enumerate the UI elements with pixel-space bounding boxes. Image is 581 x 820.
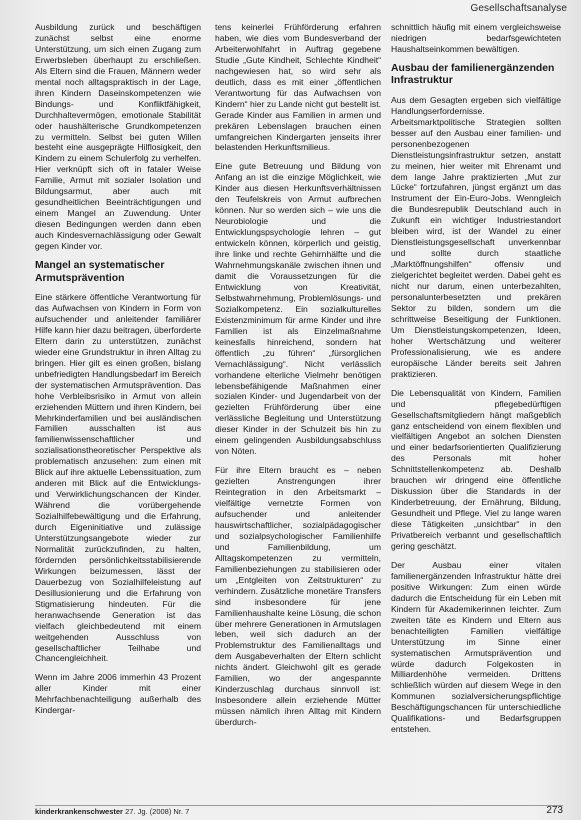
subheading: Mangel an systematischer Armutsprävention (35, 260, 165, 284)
text-column-2 (215, 22, 381, 804)
journal-issue: 27. Jg. (2008) Nr. 7 (125, 807, 190, 816)
paragraph: Wenn im Jahre 2006 immerhin 43 Prozent aller Kinder mit einer Mehrfachbenachteiligung außerhalb des Kindergar- (35, 672, 201, 716)
paragraph: Eine gute Betreuung und Bildung von Anfang an ist die einzige Möglichkeit, wie Kinder aus diesen Herkunftsverhältnissen den Teufelskreis von Armut aufbrechen können. Nur so werden sich – wie uns die Neurobiologie und die Entwicklungspsychologie lehren – gut entwickeln können, körperlich und geistig, ihre linke und rechte Gehirnhälfte und die Wahrnehmungskanäle zwischen ihnen und damit die Voraussetzungen für die Entwicklung von Kreativität, Selbstwahrnehmung, Problemlösungs- und Sozialkompetenz. Ein sozialkulturelles Existenzminimum für arme Kinder und ihre Familien ist als Einzelmaßnahme keinesfalls hinreichend, sondern hat öffentlich „zu führen“ „fürsorglichen Vernachlässigung“. Nicht verlässlich vorhandene elterliche Vielmehr benötigen lebensbefähigende Maßnahmen einer sozialen Kinder- und Jugendarbeit von der gezielten Frühförderung über eine verlässliche Begleitung und Unterstützung dieser Kinder in der Schulzeit bis hin zu einem gelingenden Ausbildungsabschluss von Nöten. (215, 161, 381, 457)
subheading: Ausbau der familienergänzenden Infrastruktur (391, 62, 555, 87)
paragraph: schnittlich häufig mit einem vergleichsweise niedrigen bedarfsgewichteten Haushaltseinkommen bewältigen. (391, 22, 561, 54)
section-label: Gesellschaftsanalyse (470, 3, 567, 14)
paragraph: tens keinerlei Frühförderung erfahren haben, wie dies vom Bundesverband der Arbeiterwohlfahrt in Auftrag gegebene Studie „Gute Kindheit, Schlechte Kindheit“ nachgewiesen hat, so wird sehr als deutlich, dass es mit einer „öffentlichen Verantwortung für das Aufwachsen von Kindern“ hier zu Lande nicht gut bestellt ist. Gerade Kinder aus Familien in armen und prekären Lebenslagen brauchen einen umfangreichen Kindergarten jenseits ihrer belastenden Herkunftsmilieus. (215, 22, 381, 153)
text-column-1 (35, 22, 201, 802)
page-number: 273 (546, 805, 563, 816)
paragraph: Für ihre Eltern braucht es – neben gezielten Anstrengungen ihrer Reintegration in den Arbeitsmarkt – vielfältige vernetzte Formen von aufsuchender und anleitender hauswirtschaftlicher, sozialpädagogischer und sozialpsychologischer Familienhilfe und Familienbildung, um Alltagskompetenzen zu vermitteln, Familienbeziehungen zu stabilisieren oder um „Entgleiten von Zeitstrukturen“ zu verhindern. Zusätzliche monetäre Transfers sind insbesondere für jene Familienhaushalte keine Lösung, die schon über mehrere Generationen in Armutslagen leben, weil sich dadurch an der Problemstruktur des Familienalltags und dem Ausgabeverhalten der Eltern schlicht nichts ändert. Gleichwohl gilt es gerade Familien, wo der angespannte Kinderzuschlag durchaus sinnvoll ist: Insbesondere allein erziehende Mütter müssen nämlich ihren Alltag mit Kindern überdurch- (215, 465, 381, 728)
paragraph: Ausbildung zurück und beschäftigen zunächst selbst eine enorme Unterstützung, um sich einen Zugang zum Erwerbsleben überhaupt zu erschließen. Als Eltern sind die Frauen, Männern weder mental noch alltagspraktisch in der Lage, ihren Kindern Daseinskompetenzen wie Bindungs- und Konfliktfähigkeit, Durchhaltevermögen, emotionale Stabilität oder haushälterische Grundkompetenzen zu vermitteln. Selbst bei guten Willen besteht eine ausgeprägte Hilflosigkeit, den Kindern zu einem Schulerfolg zu verhelfen. Hier verknüpft sich oft in fataler Weise Familie, Armut mit sozialer Isolation und Bildungsarmut, aber auch mit gesundheitlichen Beeinträchtigungen und einem Mangel an Zuwendung. Unter diesen Bedingungen werden dann eben auch Kindesvernachlässigung oder Gewalt gegen Kinder vor. (35, 22, 201, 252)
text-column-3 (391, 22, 561, 804)
paragraph: Aus dem Gesagten ergeben sich vielfältige Handlungserfordernisse. Arbeitsmarktpolitische Strategien sollten besser auf den Ausbau einer familien- und personenbezogenen Dienstleistungsinfrastruktur setzen, anstatt zu meinen, hier weiter mit Ehrenamt und dem lange Jahre praktizierten „Mut zur Lücke“ fortzufahren, jüngst ergänzt um das Instrument der Ein-Euro-Jobs. Wenngleich die Bundesrepublik Deutschland auch in Zukunft ein wichtiger Industriestandort bleiben wird, ist der Wandel zu einer Dienstleistungsgesellschaft unverkennbar und sollte durch staatliche „Marktöffnungshilfen“ offensiv und zielgerichtet begleitet werden. Dabei geht es nicht nur darum, einen unterbezahlten, personalunterbesetzten und prekären Sektor zu bilden, sondern um die schrittweise Beseitigung der Funktionen. Um Dienstleistungskompetenzen, Ideen, hoher Wertschätzung und weiterer Professionalisierung, wie es andere europäische Länder bereits seit Jahren praktizieren. (391, 94, 561, 379)
footer-journal (35, 807, 189, 816)
paragraph: Der Ausbau einer vitalen familienergänzenden Infrastruktur hätte drei positive Wirkungen: Zum einen würde dadurch die Entscheidung für ein Leben mit Kindern für Akademikerinnen leichter. Zum zweiten täte es Kindern und Eltern aus benachteiligten Familien vielfältige Unterstützung im Sinne einer systematischen Armutsprävention und würde dadurch Folgekosten in Milliardenhöhe vermeiden. Drittens schließlich würden auf diesem Wege in den Kommunen sozialversicherungspflichtige Beschäftigungschancen für unterschiedliche Qualifikations- und Bedarfsgruppen entstehen. (391, 559, 561, 735)
paragraph: Eine stärkere öffentliche Verantwortung für das Aufwachsen von Kindern in Form von aufsuchender und anleitender familiärer Hilfe kann hier dazu beitragen, überforderte Eltern darin zu unterstützen, zunächst wieder eine Grundstruktur in ihren Alltag zu bringen. Hier gilt es einen großen, bislang unbefriedigten Handlungsbedarf im Bereich der systematischen Armutsprävention. Das hohe Verbleibsrisiko in Armut von allein erziehenden Müttern und ihren Kindern, bei Mehrkinderfamilien und bei ausländischen Familien ausschalten ist aus familienwissenschaftlicher und sozialisationstheoretischer Perspektive als problematisch anzusehen: zum einen mit Blick auf ihre aktuelle Lebenssituation, zum anderen mit Blick auf die Entwicklungs- und Verwirklichungschancen der Kinder. Während die vorübergehende Sozialhilfebewältigung und die Erfahrung, durch Eigeninitiative und zulässige Unterstützungsangebote wieder zur Normalität zurückzufinden, zu halten, fördernden persönlichkeitsstabilisierende Wirkungen beizumessen, lässt der Dauerbezug von Sozialhilfeleistung auf Desillusionierung und die Erfahrung von Stigmatisierung hindeuten. Für die heranwachsende Generation ist das vielfach gleichbedeutend mit einem weitgehenden Ausschluss von gesellschaftlicher Teilhabe und Chancengleichheit. (35, 292, 201, 664)
footer-rule (35, 805, 563, 806)
journal-name: kinderkrankenschwester (35, 807, 123, 816)
paragraph: Die Lebensqualität von Kindern, Familien und pflegebedürftigen Gesellschaftsmitgliedern hängt maßgeblich ganz entscheidend von einem flexiblen und vielfältigen Angebot an solchen Diensten und einer bedarfsorientierten Qualifizierung des Personals mit hoher Schnittstellenkompetenz ab. Deshalb brauchen wir dringend eine öffentliche Diskussion über die Standards in der Kinderbetreuung, der Ernährung, Bildung, Gesundheit und Pflege. Viel zu lange waren diese Tätigkeiten „unsichtbar“ in den Privatbereich verbannt und gesellschaftlich gering geschätzt. (391, 387, 561, 551)
